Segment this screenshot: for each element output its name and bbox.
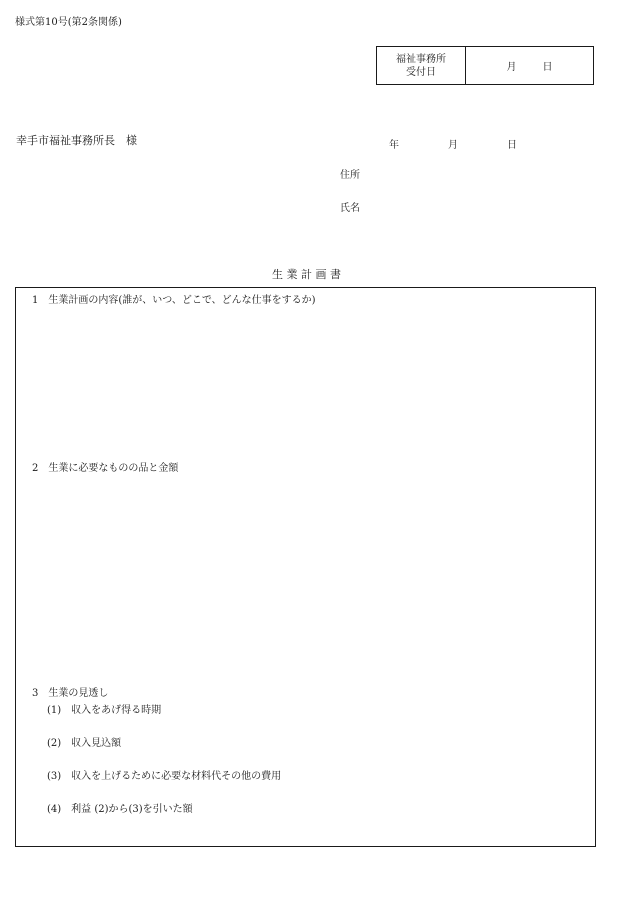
address-label: 住所 <box>340 170 360 181</box>
addressee: 幸手市福祉事務所長 様 <box>16 134 137 147</box>
receipt-label-line1: 福祉事務所 <box>396 53 446 65</box>
date-day: 日 <box>507 140 517 151</box>
name-label: 氏名 <box>340 203 360 214</box>
receipt-month: 月 <box>506 62 517 73</box>
receipt-date-box <box>376 46 594 85</box>
section-3-item: (3) 収入を上げるために必要な材料代その他の費用 <box>47 771 282 782</box>
section-3-heading: 3 生業の見透し <box>32 688 109 699</box>
section-2-field[interactable] <box>32 480 577 680</box>
date-month: 月 <box>448 140 458 151</box>
section-1-heading: 1 生業計画の内容(誰が、いつ、どこで、どんな仕事をするか) <box>32 295 316 306</box>
section-3-item: (4) 利益 (2)から(3)を引いた額 <box>47 804 193 815</box>
section-2-heading: 2 生業に必要なものの品と金額 <box>32 463 179 474</box>
section-3-item: (2) 収入見込額 <box>47 738 122 749</box>
receipt-label <box>377 47 466 84</box>
receipt-day: 日 <box>542 62 553 73</box>
section-1-field[interactable] <box>32 312 577 462</box>
document-title: 生 業 計 画 書 <box>272 268 341 281</box>
receipt-label-line2: 受付日 <box>406 66 436 78</box>
form-number: 様式第10号(第2条関係) <box>15 17 122 28</box>
section-3-item: (1) 収入をあげ得る時期 <box>47 705 162 716</box>
plan-box <box>15 287 596 847</box>
date-year: 年 <box>389 140 399 151</box>
receipt-date-field[interactable] <box>466 47 593 84</box>
